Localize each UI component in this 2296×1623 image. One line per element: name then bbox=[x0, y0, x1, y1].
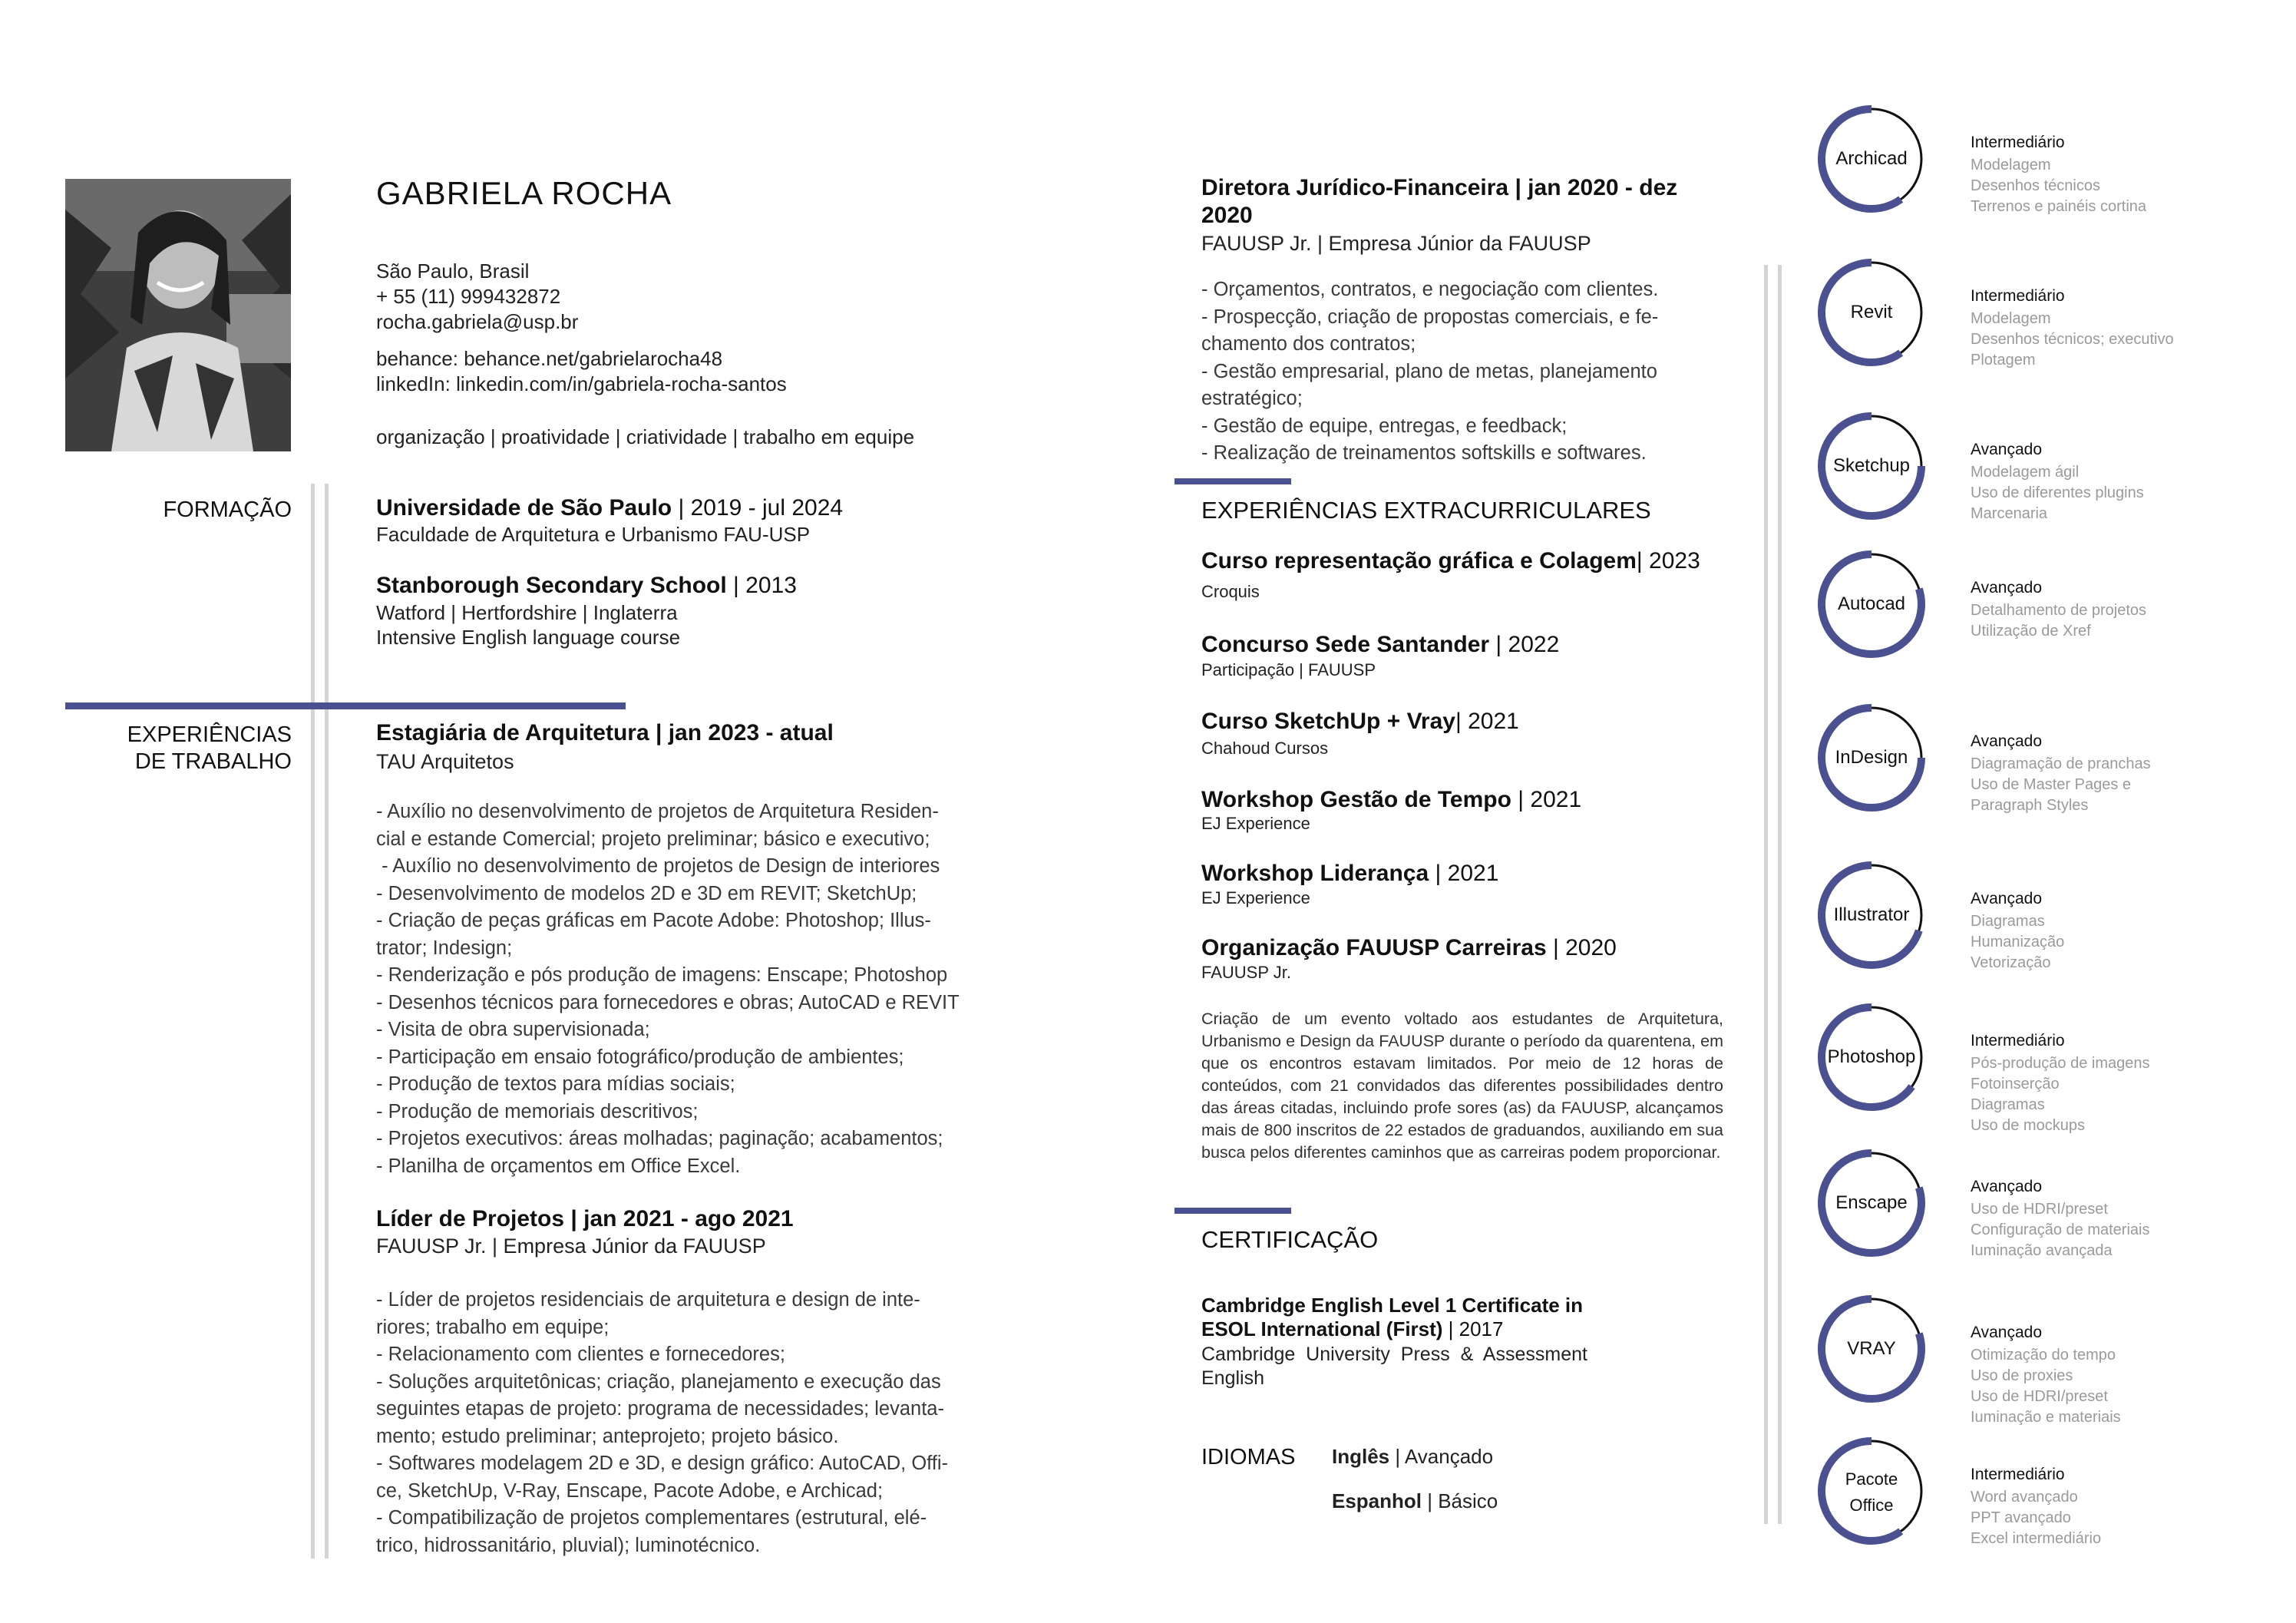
extra-name-6: Organização FAUUSP Carreiras bbox=[1201, 935, 1547, 960]
section-heading-extracurricular: EXPERIÊNCIAS EXTRACURRICULARES bbox=[1201, 497, 1651, 524]
section-label-formacao: FORMAÇÃO bbox=[163, 497, 292, 522]
skill-detail: Modelagem ágil bbox=[1971, 464, 2080, 481]
skill-detail: Modelagem bbox=[1971, 157, 2051, 174]
skill-detail: Pós-produção de imagens bbox=[1971, 1055, 2150, 1072]
job-bullet: - Gestão de equipe, entregas, e feedback; bbox=[1201, 415, 1568, 437]
skill-detail: Uso de mockups bbox=[1971, 1117, 2085, 1134]
extra-name-5: Workshop Liderança bbox=[1201, 861, 1429, 886]
job-bullet: cial e estande Comercial; projeto preliminar; básico e executivo; bbox=[376, 828, 930, 850]
job-bullet: chamento dos contratos; bbox=[1201, 333, 1416, 355]
job-bullet: - Projetos executivos: áreas molhadas; paginação; acabamentos; bbox=[376, 1128, 943, 1149]
education-title-1 bbox=[376, 495, 843, 521]
extra-title-1 bbox=[1201, 548, 1700, 574]
job-title-1: Estagiária de Arquitetura | jan 2023 - atual bbox=[376, 720, 834, 745]
skill-name: Autocad bbox=[1837, 593, 1906, 614]
extra-name-1: Curso representação gráfica e Colagem bbox=[1201, 548, 1637, 574]
right-vertical-rule-1 bbox=[1764, 265, 1768, 1524]
skill-name: Revit bbox=[1850, 302, 1893, 322]
extra-date-6: | 2020 bbox=[1546, 935, 1617, 960]
job-bullet: seguintes etapas de projeto: programa de necessidades; levanta- bbox=[376, 1398, 944, 1420]
skill-detail: Modelagem bbox=[1971, 310, 2051, 327]
section-divider-left bbox=[65, 702, 626, 709]
job-bullets-3 bbox=[1201, 276, 1658, 468]
skill-level-label: Avançado bbox=[1971, 1178, 2043, 1195]
skill-detail: Diagramas bbox=[1971, 913, 2045, 930]
skill-detail: Uso de HDRI/preset bbox=[1971, 1201, 2108, 1218]
skill-name: VRAY bbox=[1847, 1338, 1896, 1359]
skill-name-line1: Pacote bbox=[1845, 1469, 1898, 1489]
skill-level-label: Avançado bbox=[1971, 441, 2043, 458]
extra-sub-5: EJ Experience bbox=[1201, 888, 1310, 907]
job-bullet: riores; trabalho em equipe; bbox=[376, 1316, 610, 1338]
skill-level-label: Intermediário bbox=[1971, 1032, 2065, 1049]
divider-extracurricular bbox=[1174, 478, 1291, 484]
cert-title-2 bbox=[1201, 1317, 1503, 1341]
job-bullet: - Prospecção, criação de propostas comerciais, e fe- bbox=[1201, 306, 1659, 328]
job-title-3b: 2020 bbox=[1201, 203, 1253, 228]
skill-name: Sketchup bbox=[1832, 455, 1911, 476]
language-2 bbox=[1332, 1489, 1498, 1513]
job-bullet: estratégico; bbox=[1201, 388, 1303, 409]
skill-detail: Uso de HDRI/preset bbox=[1971, 1388, 2108, 1405]
skill-level-label: Intermediário bbox=[1971, 134, 2065, 151]
education-detail-2a: Watford | Hertfordshire | Inglaterra bbox=[376, 601, 678, 624]
skill-detail: Diagramas bbox=[1971, 1096, 2045, 1113]
section-heading-certificacao: CERTIFICAÇÃO bbox=[1201, 1226, 1379, 1253]
section-heading-idiomas: IDIOMAS bbox=[1201, 1445, 1296, 1469]
job-bullet: - Relacionamento com clientes e fornecedores; bbox=[376, 1344, 785, 1365]
extra-sub-4: EJ Experience bbox=[1201, 814, 1310, 833]
language-1 bbox=[1332, 1445, 1493, 1469]
extra-sub-6: FAUUSP Jr. bbox=[1201, 963, 1291, 982]
skill-detail: Plotagem bbox=[1971, 352, 2036, 369]
extra-date-5: | 2021 bbox=[1429, 861, 1499, 886]
extra-paragraph: Criação de um evento voltado aos estudantes de Arquitetura, Urbanismo e Design da FAUUSP durante o período da quarentena, em que os encontros estavam limitados. Por meio de 12 horas de conteúdos, com 21 convidados das diferentes possibilidades dentro das áreas citadas, incluindo profe sores (as) da FAUUSP, alcançamos mais de 800 inscritos de 22 estados de graduandos, auxiliando em sua busca pelos diferentes caminhos que as carreiras podem proporcionar. bbox=[1201, 1010, 1723, 1162]
extra-sub-1: Croquis bbox=[1201, 582, 1260, 601]
cert-issuer-2: English bbox=[1201, 1367, 1264, 1389]
education-date-2: | 2013 bbox=[726, 573, 797, 598]
language-level-2: | Básico bbox=[1422, 1489, 1498, 1512]
job-bullet: - Desenvolvimento de modelos 2D e 3D em REVIT; SketchUp; bbox=[376, 882, 917, 904]
contact-email[interactable]: rocha.gabriela@usp.br bbox=[376, 310, 579, 333]
extra-sub-3: Chahoud Cursos bbox=[1201, 739, 1329, 758]
education-school-1: Universidade de São Paulo bbox=[376, 495, 672, 521]
skill-detail: Paragraph Styles bbox=[1971, 797, 2089, 814]
extra-title-4 bbox=[1201, 787, 1581, 813]
job-bullet: - Renderização e pós produção de imagens: Enscape; Photoshop bbox=[376, 964, 948, 986]
education-school-2: Stanborough Secondary School bbox=[376, 573, 727, 598]
job-bullet: - Gestão empresarial, plano de metas, planejamento bbox=[1201, 360, 1657, 382]
job-bullet: - Planilha de orçamentos em Office Excel. bbox=[376, 1155, 741, 1177]
job-company-2: FAUUSP Jr. | Empresa Júnior da FAUUSP bbox=[376, 1235, 766, 1258]
extra-title-5 bbox=[1201, 861, 1498, 887]
skill-name-line2: Office bbox=[1849, 1496, 1894, 1515]
job-bullet: trico, hidrossanitário, pluvial); luminotécnico. bbox=[376, 1534, 761, 1556]
education-detail-1: Faculdade de Arquitetura e Urbanismo FAU-USP bbox=[376, 523, 811, 546]
job-bullet: trator; Indesign; bbox=[376, 937, 513, 959]
job-bullet: - Desenhos técnicos para fornecedores e obras; AutoCAD e REVIT bbox=[376, 991, 960, 1013]
skill-name: Photoshop bbox=[1827, 1046, 1916, 1067]
skill-detail: Marcenaria bbox=[1971, 505, 2048, 522]
skill-name: Enscape bbox=[1835, 1192, 1908, 1213]
contact-phone: + 55 (11) 999432872 bbox=[376, 285, 561, 308]
skill-detail: Desenhos técnicos bbox=[1971, 177, 2100, 194]
skill-detail: Desenhos técnicos; executivo bbox=[1971, 331, 2174, 348]
profile-photo-image bbox=[65, 179, 291, 451]
language-name-2: Espanhol bbox=[1332, 1489, 1422, 1512]
extra-name-3: Curso SketchUp + Vray bbox=[1201, 709, 1455, 734]
skill-detail: Configuração de materiais bbox=[1971, 1221, 2150, 1238]
skill-detail: Uso de diferentes plugins bbox=[1971, 484, 2144, 501]
job-bullet: - Soluções arquitetônicas; criação, planejamento e execução das bbox=[376, 1370, 941, 1393]
cert-date: | 2017 bbox=[1442, 1317, 1504, 1340]
job-bullet: - Compatibilização de projetos complementares (estrutural, elé- bbox=[376, 1507, 927, 1529]
cert-issuer-1: Cambridge University Press & Assessment bbox=[1201, 1344, 1587, 1365]
job-company-3: FAUUSP Jr. | Empresa Júnior da FAUUSP bbox=[1201, 232, 1591, 255]
extra-date-1: | 2023 bbox=[1636, 548, 1700, 574]
extra-sub-2: Participação | FAUUSP bbox=[1201, 660, 1376, 679]
candidate-name: GABRIELA ROCHA bbox=[376, 175, 672, 211]
skill-detail: Diagramação de pranchas bbox=[1971, 755, 2151, 772]
extra-date-2: | 2022 bbox=[1489, 632, 1560, 657]
skill-detail: Iuminação e materiais bbox=[1971, 1409, 2121, 1426]
extra-date-3: | 2021 bbox=[1455, 709, 1519, 734]
education-title-2 bbox=[376, 573, 797, 599]
job-bullet: ce, SketchUp, V-Ray, Enscape, Pacote Adobe, e Archicad; bbox=[376, 1479, 884, 1502]
job-bullet: - Participação em ensaio fotográfico/produção de ambientes; bbox=[376, 1046, 904, 1068]
skill-detail: Terrenos e painéis cortina bbox=[1971, 198, 2147, 215]
extra-title-3 bbox=[1201, 709, 1519, 735]
skill-level-label: Avançado bbox=[1971, 890, 2043, 907]
job-bullet: mento; estudo preliminar; anteprojeto; projeto básico. bbox=[376, 1425, 839, 1447]
skill-detail: PPT avançado bbox=[1971, 1509, 2071, 1526]
skill-detail: Vetorização bbox=[1971, 954, 2051, 971]
skill-level-label: Avançado bbox=[1971, 732, 2043, 750]
skill-detail: Uso de proxies bbox=[1971, 1367, 2073, 1384]
skill-detail: Fotoinserção bbox=[1971, 1076, 2060, 1092]
skill-detail: Excel intermediário bbox=[1971, 1530, 2102, 1547]
extra-name-4: Workshop Gestão de Tempo bbox=[1201, 787, 1511, 812]
job-bullet: - Auxílio no desenvolvimento de projetos de Design de interiores bbox=[376, 855, 940, 877]
section-label-experiencias-1: EXPERIÊNCIAS bbox=[127, 722, 292, 747]
job-bullet: - Realização de treinamentos softskills e softwares. bbox=[1201, 442, 1647, 464]
language-level-1: | Avançado bbox=[1389, 1445, 1494, 1468]
skill-level-label: Intermediário bbox=[1971, 287, 2065, 305]
skill-detail: Uso de Master Pages e bbox=[1971, 776, 2131, 793]
education-date-1: | 2019 - jul 2024 bbox=[672, 495, 844, 521]
education-detail-2b: Intensive English language course bbox=[376, 626, 681, 649]
job-bullet: - Líder de projetos residenciais de arquitetura e design de inte- bbox=[376, 1289, 920, 1311]
job-bullet: - Produção de memoriais descritivos; bbox=[376, 1100, 699, 1122]
section-label-experiencias-2: DE TRABALHO bbox=[134, 749, 292, 774]
job-bullet: - Softwares modelagem 2D e 3D, e design gráfico: AutoCAD, Offi- bbox=[376, 1453, 949, 1474]
linkedin-link[interactable]: linkedIn: linkedin.com/in/gabriela-rocha-santos bbox=[376, 372, 787, 395]
cert-title-2-name: ESOL International (First) bbox=[1201, 1317, 1443, 1340]
job-bullet: - Visita de obra supervisionada; bbox=[376, 1019, 650, 1040]
language-name-1: Inglês bbox=[1332, 1445, 1390, 1468]
right-vertical-rule-2 bbox=[1778, 265, 1782, 1524]
extra-name-2: Concurso Sede Santander bbox=[1201, 632, 1490, 657]
skill-level-label: Avançado bbox=[1971, 1324, 2043, 1341]
job-title-2: Líder de Projetos | jan 2021 - ago 2021 bbox=[376, 1206, 794, 1231]
left-vertical-rule-2 bbox=[325, 484, 329, 1559]
traits-line: organização | proatividade | criatividade | trabalho em equipe bbox=[376, 425, 915, 448]
skill-detail: Utilização de Xref bbox=[1971, 623, 2091, 640]
skill-detail: Word avançado bbox=[1971, 1489, 2078, 1506]
divider-certificacao bbox=[1174, 1208, 1291, 1214]
skill-level-label: Intermediário bbox=[1971, 1466, 2065, 1483]
skill-name: Archicad bbox=[1835, 148, 1908, 169]
behance-link[interactable]: behance: behance.net/gabrielarocha48 bbox=[376, 347, 723, 370]
job-bullet: - Orçamentos, contratos, e negociação com clientes. bbox=[1201, 279, 1659, 300]
job-bullet: - Criação de peças gráficas em Pacote Adobe: Photoshop; Illus- bbox=[376, 910, 931, 931]
extra-title-2 bbox=[1201, 632, 1559, 658]
skill-detail: Iuminação avançada bbox=[1971, 1242, 2113, 1259]
skill-name: Illustrator bbox=[1833, 904, 1910, 925]
left-vertical-rule-1 bbox=[311, 484, 315, 1559]
job-bullet: - Produção de textos para mídias sociais; bbox=[376, 1073, 735, 1095]
job-company-1: TAU Arquitetos bbox=[376, 750, 514, 773]
contact-city: São Paulo, Brasil bbox=[376, 259, 530, 283]
skill-detail: Humanização bbox=[1971, 934, 2065, 950]
job-bullets-1 bbox=[376, 798, 960, 1180]
job-title-3a: Diretora Jurídico-Financeira | jan 2020 - dez bbox=[1201, 175, 1678, 200]
skill-detail: Otimização do tempo bbox=[1971, 1347, 2116, 1364]
skill-detail: Detalhamento de projetos bbox=[1971, 602, 2147, 619]
job-bullets-2 bbox=[376, 1287, 948, 1559]
skill-name: InDesign bbox=[1835, 747, 1908, 768]
skill-name bbox=[1822, 1466, 1921, 1519]
profile-photo bbox=[65, 179, 291, 451]
skill-level-label: Avançado bbox=[1971, 579, 2043, 597]
extra-date-4: | 2021 bbox=[1511, 787, 1582, 812]
cert-title-1: Cambridge English Level 1 Certificate in bbox=[1201, 1294, 1584, 1317]
extra-title-6 bbox=[1201, 935, 1617, 961]
job-bullet: - Auxílio no desenvolvimento de projetos de Arquitetura Residen- bbox=[376, 801, 939, 822]
